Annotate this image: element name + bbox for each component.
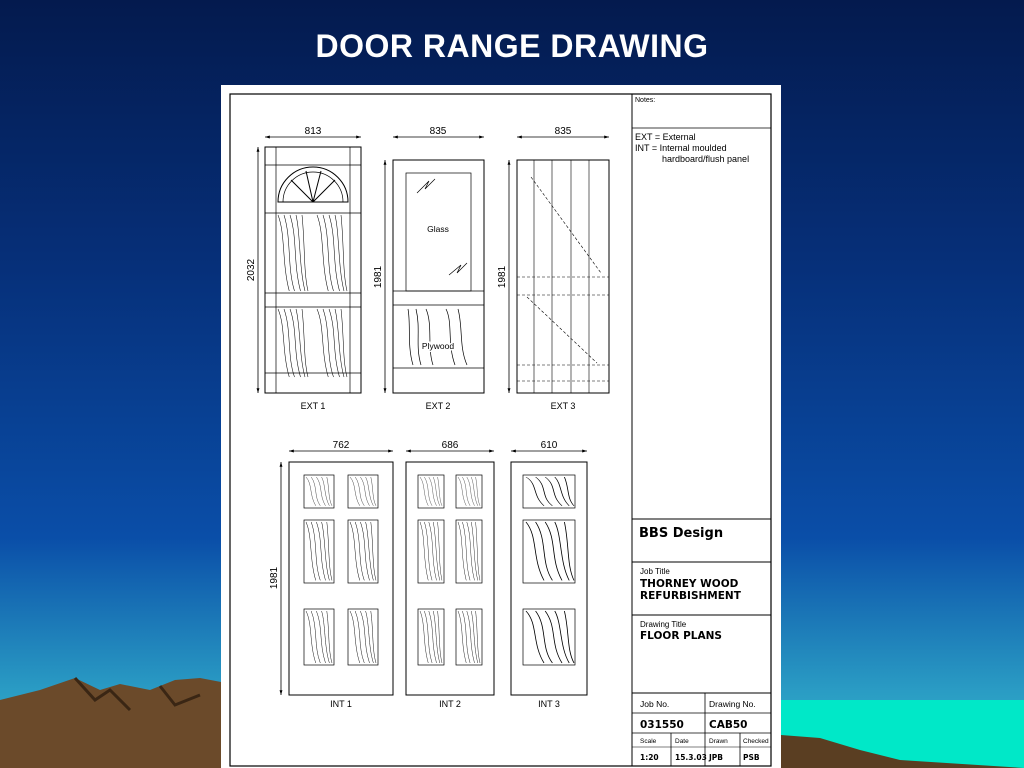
date-value: 15.3.03 [675,753,707,762]
job-title-line-1: THORNEY WOOD [640,578,739,590]
ext1-label: EXT 1 [300,401,326,411]
job-no-value: 031550 [640,719,684,731]
company-name: BBS Design [639,526,724,541]
drawn-value: JPB [709,753,724,762]
notes-line-1: EXT = External [635,132,696,142]
ext3-height: 1981 [497,265,508,289]
slide-title: DOOR RANGE DRAWING [315,28,709,64]
job-title-label: Job Title [640,567,670,576]
drawing-no-label: Drawing No. [709,699,756,709]
notes-line-3: hardboard/flush panel [662,154,750,164]
int1-width: 762 [332,440,350,451]
int3-width: 610 [540,440,558,451]
int2-label: INT 2 [439,699,461,709]
job-title-line-2: REFURBISHMENT [640,590,741,602]
drawn-label: Drawn [709,738,728,745]
int1-height: 1981 [269,566,280,590]
notes-line-2: INT = Internal moulded [635,143,727,153]
drawing-title: FLOOR PLANS [640,630,722,642]
ext2-plywood-label: Plywood [421,341,455,351]
checked-value: PSB [743,753,760,762]
scale-label: Scale [640,738,657,745]
drawing-title-label: Drawing Title [640,620,687,629]
drawing-no-value: CAB50 [709,719,748,731]
int2-width: 686 [441,440,459,451]
ext1-width: 813 [304,126,322,137]
checked-label: Checked [743,738,769,745]
ext2-width: 835 [429,126,447,137]
scale-value: 1:20 [640,753,659,762]
ext2-label: EXT 2 [425,401,451,411]
drawing-sheet [221,85,781,768]
int3-label: INT 3 [538,699,560,709]
int1-label: INT 1 [330,699,352,709]
ext2-glass-label: Glass [427,224,449,234]
job-no-label: Job No. [640,699,670,709]
ext3-width: 835 [554,126,572,137]
notes-heading: Notes: [635,97,656,104]
ext1-height: 2032 [246,258,257,282]
date-label: Date [675,738,689,745]
ext3-label: EXT 3 [550,401,576,411]
ext2-height: 1981 [373,265,384,289]
